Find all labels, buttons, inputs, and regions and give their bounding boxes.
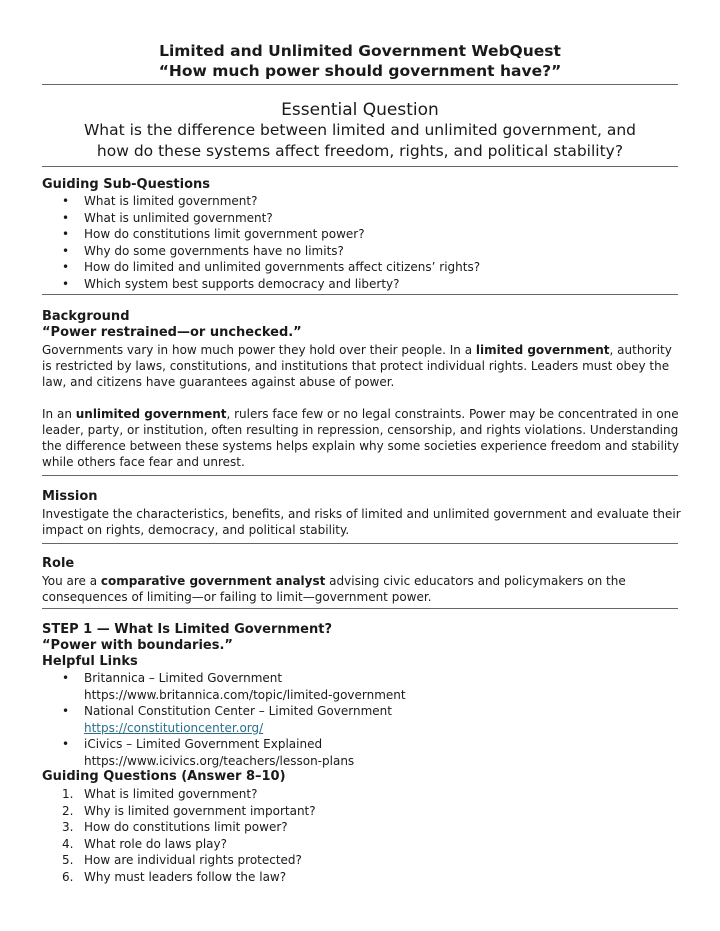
divider — [42, 608, 678, 609]
item-number: 6. — [62, 869, 74, 884]
divider — [42, 475, 678, 476]
mission-text: Investigate the characteristics, benefits, and risks of limited and unlimited government and evaluate their impact on rights, democracy, and political stability. — [42, 507, 681, 537]
text-run: , authority is restricted by laws, constitutions, and institutions that protect individual rights. Leaders must obey the law, and citizens have guarantees against abuse of power. — [42, 343, 672, 389]
guiding-questions-list — [62, 786, 662, 885]
list-item: • What is unlimited government? — [62, 210, 662, 227]
link-url[interactable]: https://constitutioncenter.org/ — [84, 720, 264, 735]
document-subtitle: “How much power should government have?” — [158, 62, 562, 80]
list-item — [62, 703, 662, 736]
helpful-links-list — [62, 670, 662, 769]
role-text — [42, 573, 682, 605]
question-text: What role do laws play? — [84, 836, 228, 851]
question-text: How are individual rights protected? — [84, 853, 302, 867]
list-item — [62, 786, 662, 803]
question-text: Why is limited government important? — [84, 803, 316, 818]
background-paragraph-2 — [42, 406, 682, 470]
text-run: Governments vary in how much power they hold over their people. In a — [42, 343, 476, 357]
background-title: Background — [42, 309, 130, 324]
question-text: What is limited government? — [84, 787, 258, 801]
term-limited-government: limited government — [475, 343, 610, 357]
list-item: • Which system best supports democracy and liberty? — [62, 276, 662, 293]
term-analyst: comparative government analyst — [100, 574, 326, 588]
background-paragraph-1 — [42, 342, 682, 390]
text-run: In an — [42, 407, 76, 421]
link-url[interactable]: https://www.britannica.com/topic/limited-government — [84, 687, 406, 702]
mission-title: Mission — [42, 489, 98, 504]
list-item — [62, 736, 662, 769]
link-name: • Britannica – Limited Government — [84, 671, 283, 685]
link-url[interactable]: https://www.icivics.org/teachers/lesson-plans — [84, 753, 355, 768]
text-run: , rulers face few or no legal constraints. Power may be concentrated in one leader, party, or institution, often resulting in repression, censorship, and rights violations. Understanding the difference between these systems helps explain why some societies experience freedom and stability while others face fear and unrest. — [42, 407, 679, 469]
divider — [42, 543, 678, 544]
essential-question-line: What is the difference between limited and unlimited government, and — [83, 121, 637, 139]
question-text: Why must leaders follow the law? — [84, 869, 287, 884]
list-item — [62, 803, 662, 820]
list-item — [62, 869, 662, 886]
list-item — [62, 819, 662, 836]
divider — [42, 84, 678, 85]
document-title: Limited and Unlimited Government WebQuest — [159, 42, 561, 60]
list-item: • Why do some governments have no limits? — [62, 243, 662, 260]
role-title: Role — [42, 556, 75, 571]
essential-question-heading: Essential Question — [281, 100, 439, 120]
list-item: • How do limited and unlimited governments affect citizens’ rights? — [62, 259, 662, 276]
divider — [42, 166, 678, 167]
term-unlimited-government: unlimited government — [75, 407, 227, 421]
item-number: 5. — [62, 853, 74, 867]
list-item: • What is limited government? — [62, 193, 662, 210]
essential-question-text — [40, 120, 680, 162]
step1-subtitle: “Power with boundaries.” — [42, 638, 233, 653]
guiding-questions-title: Guiding Questions (Answer 8–10) — [42, 769, 286, 784]
item-number: 2. — [62, 803, 74, 818]
sub-questions-title: Guiding Sub-Questions — [42, 177, 211, 192]
text-run: advising civic educators and policymakers on the consequences of limiting—or failing to limit—government power. — [42, 574, 626, 604]
item-number: 4. — [62, 836, 74, 851]
text-run: You are a — [42, 574, 101, 588]
divider — [42, 294, 678, 295]
helpful-links-title: Helpful Links — [42, 654, 138, 669]
background-subtitle: “Power restrained—or unchecked.” — [42, 325, 302, 340]
question-text: How do constitutions limit power? — [84, 820, 288, 834]
item-number: 3. — [62, 820, 74, 834]
essential-question-line: how do these systems affect freedom, rights, and political stability? — [96, 142, 624, 160]
sub-questions-list — [62, 193, 662, 292]
item-number: 1. — [62, 787, 74, 801]
step1-title: STEP 1 — What Is Limited Government? — [42, 622, 333, 637]
link-name: • iCivics – Limited Government Explained — [84, 737, 323, 751]
list-item — [62, 836, 662, 853]
list-item — [62, 852, 662, 869]
link-name: • National Constitution Center – Limited Government — [84, 704, 392, 718]
list-item: • How do constitutions limit government power? — [62, 226, 662, 243]
list-item — [62, 670, 662, 703]
